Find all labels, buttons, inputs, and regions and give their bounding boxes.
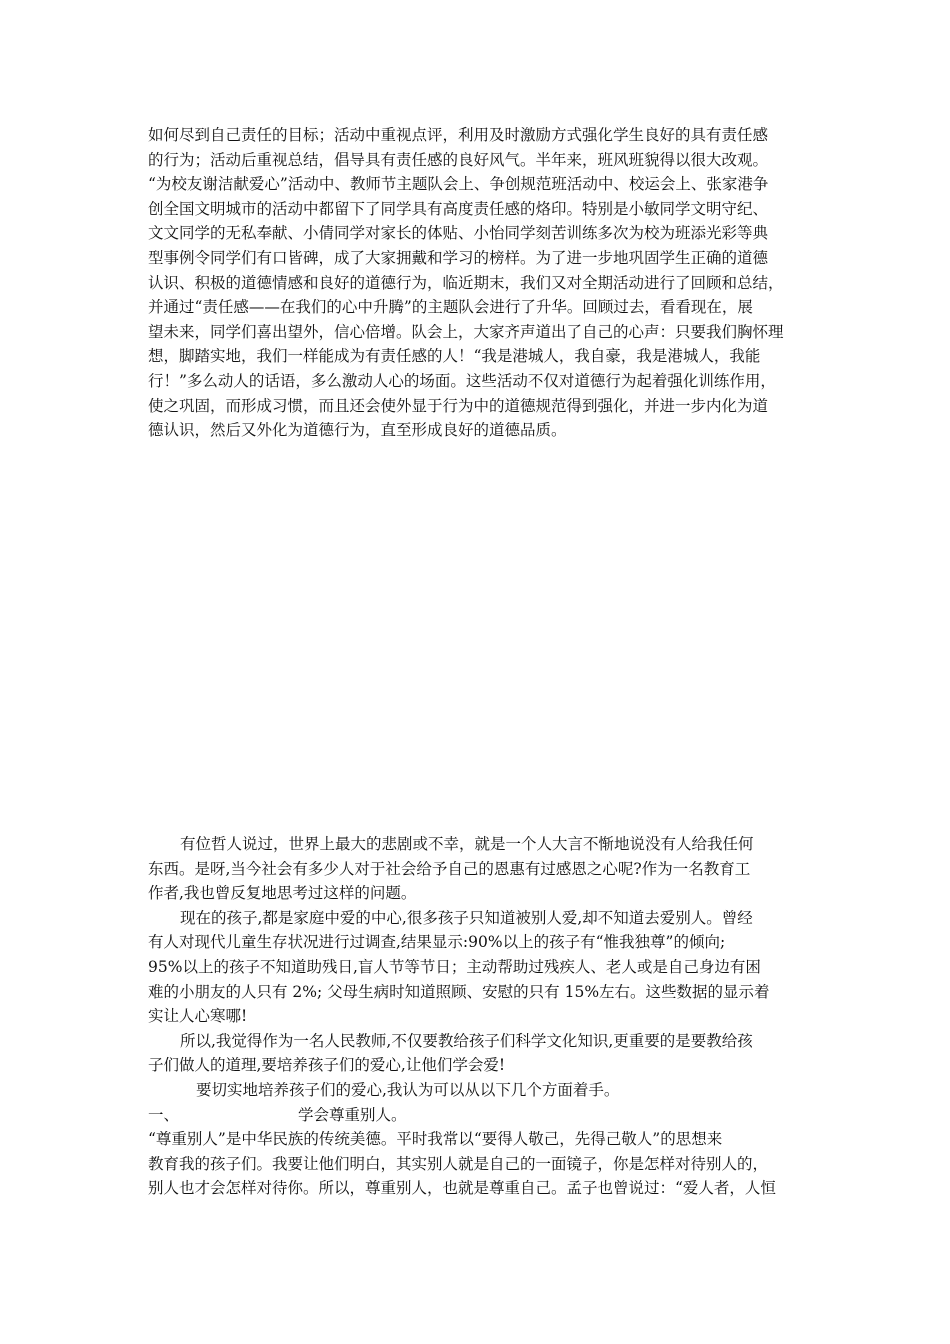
text-line: “尊重别人”是中华民族的传统美德。平时我常以“要得人敬己，先得己敬人”的思想来 (148, 1130, 723, 1149)
top-text-block (148, 123, 816, 443)
text-line: 95%以上的孩子不知道助残日,盲人节等节日；主动帮助过残疾人、老人或是自己身边有困 (148, 957, 761, 976)
section-heading (148, 1103, 816, 1128)
text-line: 德认识，然后又外化为道德行为，直至形成良好的道德品质。 (148, 421, 567, 440)
text-line: 想，脚踏实地，我们一样能成为有责任感的人！“我是港城人，我自豪，我是港城人，我能 (148, 347, 761, 366)
bottom-text-block (148, 832, 816, 1201)
paragraph-2 (148, 906, 816, 1029)
text-line: 所以,我觉得作为一名人民教师,不仅要教给孩子们科学文化知识,更重要的是要教给孩 (180, 1031, 753, 1050)
text-line: 东西。是呀,当今社会有多少人对于社会给予自己的恩惠有过感恩之心呢?作为一名教育工 (148, 859, 751, 878)
text-line: 并通过“责任感——在我们的心中升腾”的主题队会进行了升华。回顾过去，看看现在，展 (148, 298, 753, 317)
text-line: 现在的孩子,都是家庭中爱的中心,很多孩子只知道被别人爱,却不知道去爱别人。曾经 (180, 908, 753, 927)
heading-text: 学会尊重别人。 (298, 1105, 407, 1124)
paragraph-3 (148, 1029, 816, 1078)
text-line: 文文同学的无私奉献、小倩同学对家长的体贴、小怡同学刻苦训练多次为校为班添光彩等典 (148, 224, 769, 243)
text-line: 的行为；活动后重视总结，倡导具有责任感的良好风气。半年来，班风班貌得以很大改观。 (148, 150, 769, 169)
text-line: 认识、积极的道德情感和良好的道德行为，临近期末，我们又对全期活动进行了回顾和总结， (148, 273, 784, 292)
text-line: 型事例令同学们有口皆碑，成了大家拥戴和学习的榜样。为了进一步地巩固学生正确的道德 (148, 248, 769, 267)
text-line: 难的小朋友的人只有 2%; 父母生病时知道照顾、安慰的只有 15%左右。这些数据的显示着 (148, 982, 770, 1001)
text-line: 如何尽到自己责任的目标；活动中重视点评，利用及时激励方式强化学生良好的具有责任感 (148, 126, 769, 144)
text-line: 别人也才会怎样对待你。所以，尊重别人，也就是尊重自己。孟子也曾说过：“爱人者，人恒 (148, 1179, 776, 1198)
text-line: 有人对现代儿童生存状况进行过调查,结果显示:90%以上的孩子有“惟我独尊”的倾向; (148, 933, 726, 952)
text-line: 子们做人的道理,要培养孩子们的爱心,让他们学会爱! (148, 1056, 506, 1075)
paragraph-5 (148, 1127, 816, 1201)
text-line: 实让人心寒哪! (148, 1007, 248, 1026)
text-line: 创全国文明城市的活动中都留下了同学具有高度责任感的烙印。特别是小敏同学文明守纪、 (148, 199, 769, 218)
text-line: 教育我的孩子们。我要让他们明白，其实别人就是自己的一面镜子，你是怎样对待别人的， (148, 1154, 769, 1173)
text-line: 行！”多么动人的话语，多么激动人心的场面。这些活动不仅对道德行为起着强化训练作用， (148, 371, 776, 390)
text-line: 使之巩固，而形成习惯，而且还会使外显于行为中的道德规范得到强化，并进一步内化为道 (148, 396, 769, 415)
text-line: 有位哲人说过，世界上最大的悲剧或不幸，就是一个人大言不惭地说没有人给我任何 (180, 835, 754, 853)
text-line: 望未来，同学们喜出望外，信心倍增。队会上，大家齐声道出了自己的心声：只要我们胸怀理 (148, 322, 784, 341)
paragraph-4: 要切实地培养孩子们的爱心,我认为可以从以下几个方面着手。 (196, 1080, 620, 1099)
text-line: “为校友谢洁献爱心”活动中、教师节主题队会上、争创规范班活动中、校运会上、张家港争 (148, 175, 769, 194)
text-line: 作者,我也曾反复地思考过这样的问题。 (148, 884, 417, 903)
paragraph-1 (148, 832, 816, 906)
heading-number: 一、 (148, 1105, 180, 1124)
